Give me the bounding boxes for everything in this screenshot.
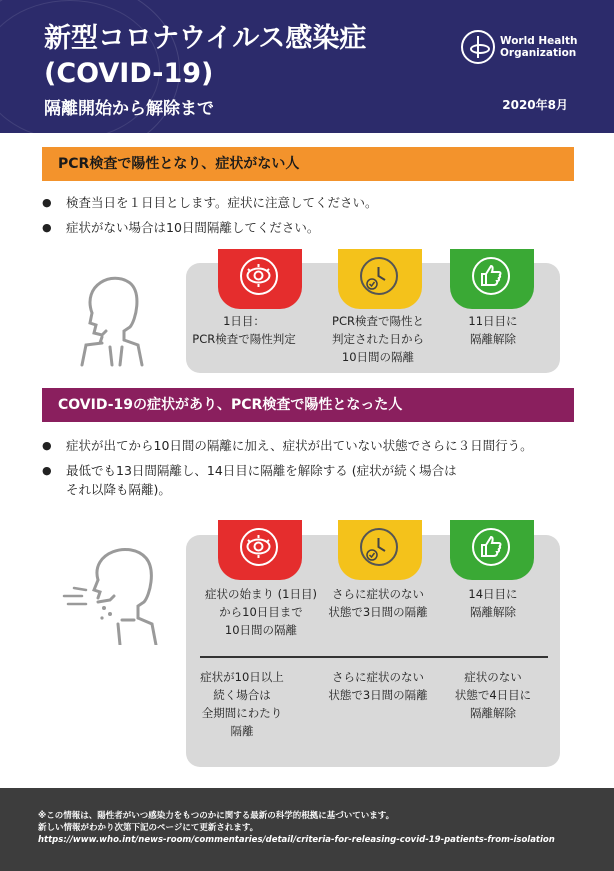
step-text-line: 症状のない — [464, 670, 522, 684]
section2-bullets — [42, 436, 533, 499]
step-text-line: さらに症状のない — [332, 587, 424, 601]
footer-note — [0, 788, 614, 871]
person-icon — [72, 265, 152, 370]
eye-virus-icon — [240, 528, 278, 566]
eye-virus-icon — [240, 257, 278, 295]
step-text-line: 1日目： — [223, 314, 265, 328]
bullet-item: ● 検査当日を１日目とします。症状に注意してください。 — [42, 193, 378, 212]
page-title-sub: (COVID-19) — [44, 58, 214, 89]
step-text-line: 隔離解除 — [470, 605, 516, 619]
section2-heading: COVID-19の症状があり、PCR検査で陽性となった人 — [42, 388, 574, 422]
step-text-line: 11日目に — [468, 314, 518, 328]
step-text-line: 隔離 — [230, 724, 254, 738]
step-text-line: PCR検査で陽性判定 — [192, 332, 296, 346]
step-text-line: PCR検査で陽性と — [332, 314, 424, 328]
footer-line: 新しい情報がわかり次第下記のページにて更新されます。 — [38, 823, 259, 833]
page-title: 新型コロナウイルス感染症 — [44, 23, 367, 54]
bullet-item: ● 症状がない場合は10日間隔離してください。 — [42, 218, 378, 237]
page-subtitle: 隔離開始から解除まで — [44, 99, 214, 119]
row2-step3-text — [438, 668, 548, 722]
section1-heading: PCR検査で陽性となり、症状がない人 — [42, 147, 574, 181]
thumbs-up-icon — [472, 257, 510, 295]
bullet-item: ● 最低でも13日間隔離し、14日目に隔離を解除する (症状が続く場合は — [42, 461, 533, 480]
step-text-line: 状態で4日目に — [454, 688, 532, 702]
step-text-line: 症状の始まり (1日目) — [205, 587, 317, 601]
row1-step1-text — [196, 585, 326, 639]
step-text-line: 10日間の隔離 — [224, 623, 298, 637]
step-text-line: 状態で3日間の隔離 — [328, 605, 428, 619]
step1-text — [189, 312, 299, 348]
row-divider — [200, 656, 548, 658]
step-text-line: 判定された日から — [332, 332, 424, 346]
who-name — [500, 35, 577, 59]
step-text-line: 状態で3日間の隔離 — [328, 688, 428, 702]
step-text-line: 全期間にわたり — [201, 706, 283, 720]
step-text-line: 続く場合は — [213, 688, 271, 702]
who-emblem-icon — [461, 30, 495, 64]
row1-step2-text — [323, 585, 433, 621]
step-text-line: 14日目に — [468, 587, 518, 601]
coughing-person-icon — [60, 540, 165, 645]
who-logo-block — [461, 30, 577, 64]
row1-step3-text — [438, 585, 548, 621]
step3-text — [438, 312, 548, 348]
clock-icon — [360, 528, 398, 566]
row2-step1-text — [187, 668, 297, 740]
publication-date: 2020年8月 — [502, 98, 568, 112]
step2-text — [323, 312, 433, 366]
who-name-line2: Organization — [500, 47, 577, 59]
step-text-line: 10日間の隔離 — [341, 350, 415, 364]
bullet-continuation: それ以降も隔離)。 — [66, 482, 171, 497]
step-text-line: 症状が10日以上 — [200, 670, 284, 684]
header-banner — [0, 0, 614, 133]
footer-url-link[interactable]: https://www.who.int/news-room/commentaries/detail/criteria-for-releasing-covid-19-patients-from-isolation — [38, 835, 555, 845]
step-text-line: から10日目まで — [219, 605, 303, 619]
section1-bullets — [42, 193, 378, 243]
row2-step2-text — [323, 668, 433, 704]
bullet-item: ● 症状が出てから10日間の隔離に加え、症状が出ていない状態でさらに３日間行う。 — [42, 436, 533, 455]
who-name-line1: World Health — [500, 35, 578, 47]
step-text-line: 隔離解除 — [470, 332, 516, 346]
thumbs-up-icon — [472, 528, 510, 566]
step-text-line: さらに症状のない — [332, 670, 424, 684]
clock-icon — [360, 257, 398, 295]
footer-line: ※この情報は、陽性者がいつ感染力をもつのかに関する最新の科学的根拠に基づいています。 — [38, 811, 395, 821]
step-text-line: 隔離解除 — [470, 706, 516, 720]
